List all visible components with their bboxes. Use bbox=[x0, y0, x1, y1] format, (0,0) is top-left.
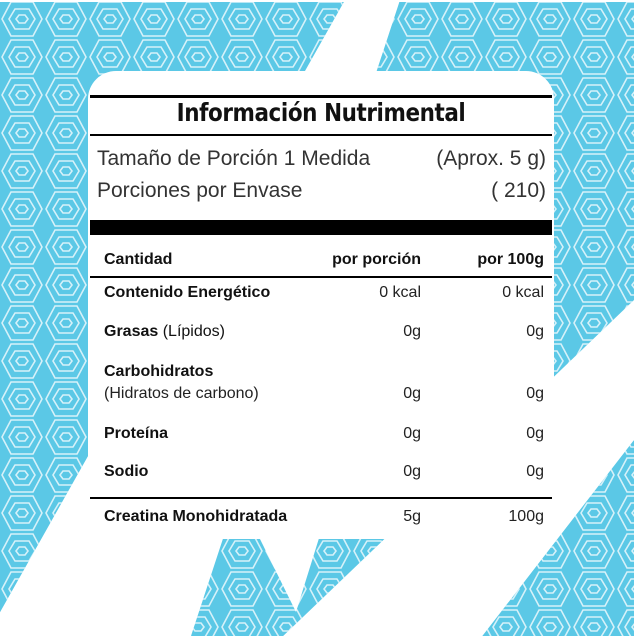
nutrient-per-100g: 0g bbox=[526, 323, 544, 340]
nutrient-name: Grasas (Lípidos) bbox=[104, 323, 225, 340]
nutrient-per-serving: 5g bbox=[403, 508, 421, 525]
header-per-100g: por 100g bbox=[477, 251, 544, 268]
bottom-rule bbox=[90, 497, 552, 499]
title-rule bbox=[90, 134, 552, 136]
nutrient-name: Contenido Energético bbox=[104, 284, 271, 301]
nutrient-name: Carbohidratos bbox=[104, 363, 214, 380]
nutrient-per-100g: 100g bbox=[508, 508, 544, 525]
nutrient-per-serving: 0g bbox=[403, 463, 421, 480]
nutrition-title: Información Nutrimental bbox=[176, 98, 466, 127]
nutrient-per-100g: 0g bbox=[526, 425, 544, 442]
thick-rule bbox=[90, 220, 552, 235]
nutrient-per-serving: 0g bbox=[403, 323, 421, 340]
nutrient-name: Creatina Monohidratada bbox=[104, 508, 288, 525]
serving-size-label: Tamaño de Porción 1 Medida bbox=[97, 147, 371, 170]
nutrient-name: Proteína bbox=[104, 425, 169, 442]
nutrient-per-100g: 0g bbox=[526, 385, 544, 402]
servings-per-container-value: ( 210) bbox=[491, 179, 546, 202]
header-amount: Cantidad bbox=[104, 251, 173, 268]
nutrient-per-100g: 0 kcal bbox=[502, 284, 544, 301]
nutrient-note: (Hidratos de carbono) bbox=[104, 385, 259, 402]
servings-per-container-label: Porciones por Envase bbox=[97, 179, 303, 202]
nutrient-name: Sodio bbox=[104, 463, 149, 480]
serving-size-value: (Aprox. 5 g) bbox=[436, 147, 546, 170]
header-per-serving: por porción bbox=[332, 251, 421, 268]
nutrient-per-serving: 0g bbox=[403, 425, 421, 442]
nutrient-per-serving: 0g bbox=[403, 385, 421, 402]
header-rule bbox=[90, 276, 552, 278]
nutrition-card bbox=[88, 71, 554, 539]
nutrient-per-serving: 0 kcal bbox=[379, 284, 421, 301]
nutrient-per-100g: 0g bbox=[526, 463, 544, 480]
